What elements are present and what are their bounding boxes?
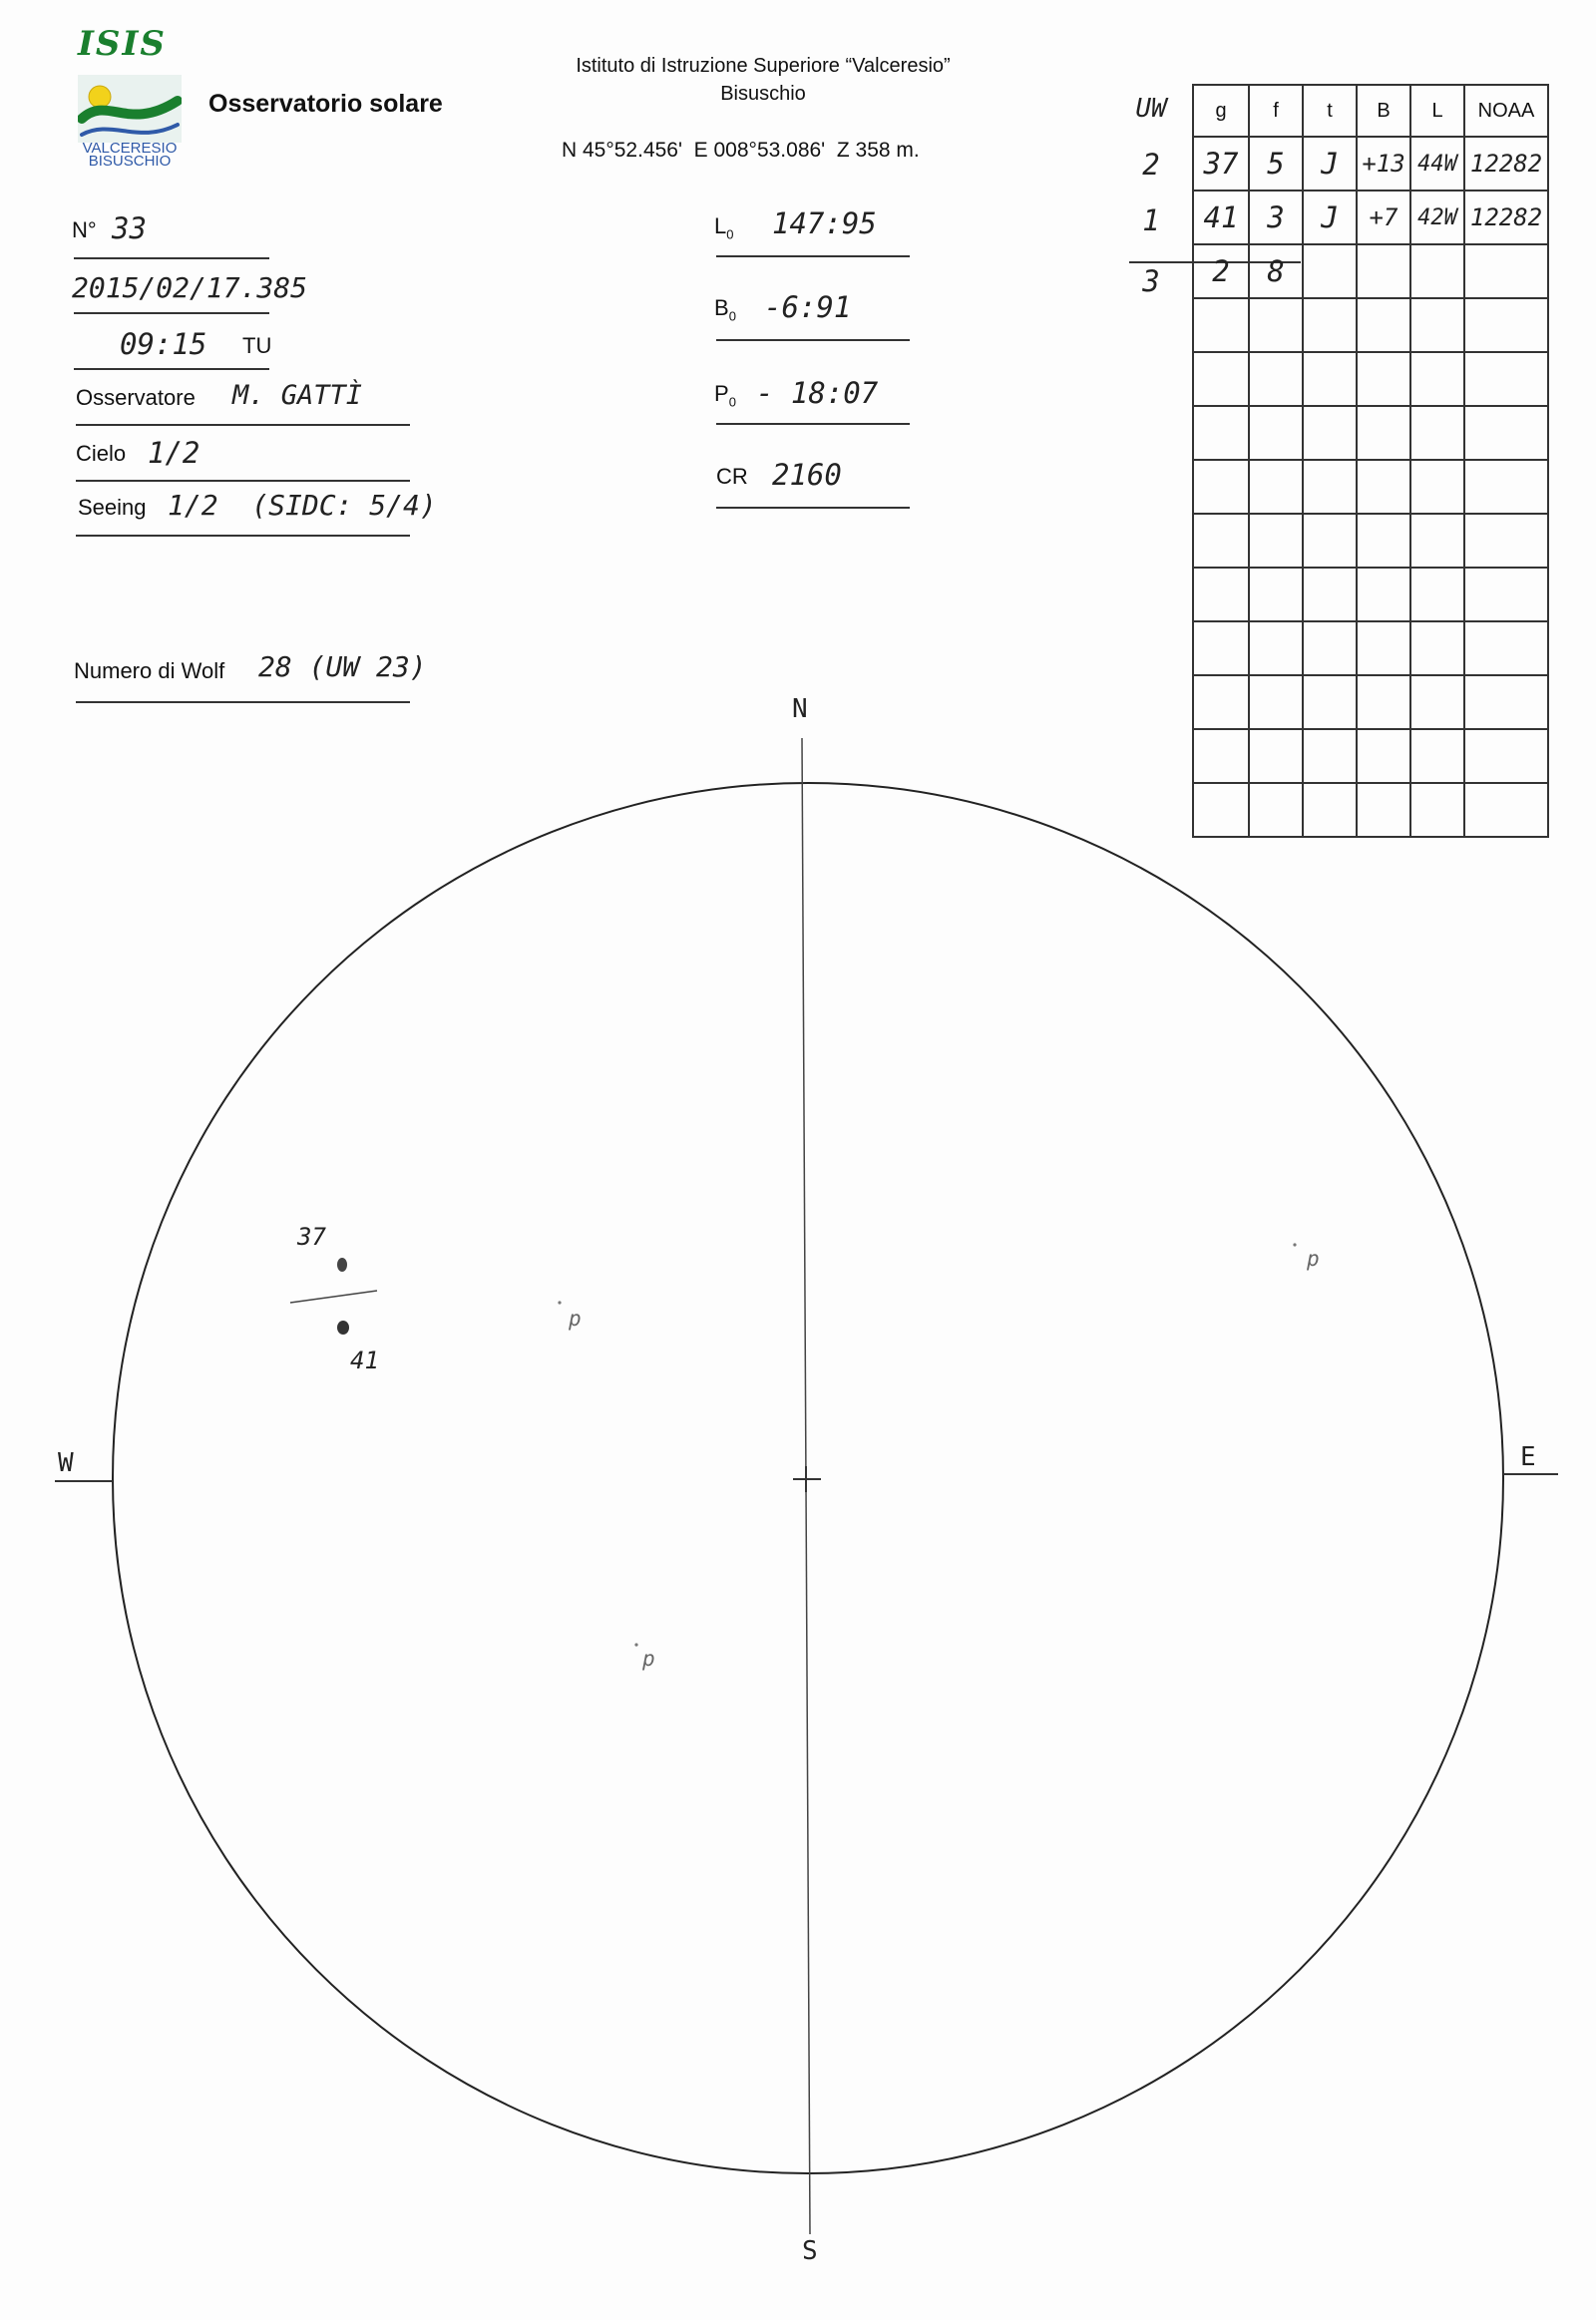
header-B: B <box>1357 85 1410 137</box>
P0-value: - 18:07 <box>756 376 879 410</box>
cell-t: J <box>1303 191 1357 244</box>
cell-L: 44W <box>1410 137 1464 191</box>
uw-value-row3: 3 <box>1142 264 1160 298</box>
pore-label: p <box>642 1647 655 1671</box>
CR-value: 2160 <box>772 458 842 492</box>
uw-value-row1: 2 <box>1142 148 1160 182</box>
pore-3 <box>634 1643 637 1646</box>
observatory-title: Osservatorio solare <box>208 90 443 118</box>
cell-t: J <box>1303 137 1357 191</box>
sunspot-group-41 <box>337 1321 349 1335</box>
site-coordinates: N 45°52.456' E 008°53.086' Z 358 m. <box>562 139 920 162</box>
L0-label-sub: 0 <box>726 226 734 242</box>
group-37-label: 37 <box>297 1223 326 1251</box>
uw-header: UW <box>1135 94 1167 124</box>
header-g: g <box>1193 85 1249 137</box>
east-label: E <box>1520 1442 1536 1472</box>
number-value: 33 <box>112 211 147 245</box>
sky-label: Cielo <box>76 441 127 466</box>
CR-label: CR <box>716 464 748 489</box>
cell-NOAA: 12282 <box>1464 191 1548 244</box>
L0-value: 147:95 <box>772 206 877 240</box>
time-unit: TU <box>242 333 272 358</box>
cell-f: 8 <box>1249 244 1303 298</box>
institute-name: Istituto di Istruzione Superiore “Valceresio” <box>576 55 951 77</box>
north-label: N <box>792 694 808 724</box>
cell-g: 41 <box>1193 191 1249 244</box>
logo-line1: VALCERESIO <box>82 140 178 157</box>
observer-label: Osservatore <box>76 385 196 410</box>
B0-value: -6:91 <box>764 290 852 324</box>
west-label: W <box>58 1448 74 1478</box>
cell-f: 3 <box>1249 191 1303 244</box>
B0-label-letter: B <box>714 295 729 320</box>
cell-B: +13 <box>1357 137 1410 191</box>
group-41-label: 41 <box>350 1347 379 1374</box>
logo-brand: ISIS <box>78 24 167 64</box>
institute-town: Bisuschio <box>720 83 806 105</box>
sky-value: 1/2 <box>148 436 200 470</box>
pore-2 <box>1293 1243 1296 1246</box>
time-value: 09:15 <box>120 327 207 361</box>
cell-NOAA: 12282 <box>1464 137 1548 191</box>
seeing-value: 1/2 (SIDC: 5/4) <box>168 489 437 522</box>
group-separator-line <box>290 1291 377 1303</box>
south-label: S <box>802 2236 818 2266</box>
uw-value-row2: 1 <box>1142 203 1160 237</box>
observer-value: M. GATTÌ <box>232 380 363 411</box>
B0-label-sub: 0 <box>728 308 736 324</box>
pore-label: p <box>569 1307 582 1331</box>
header-t: t <box>1303 85 1357 137</box>
header-f: f <box>1249 85 1303 137</box>
wolf-label: Numero di Wolf <box>74 658 225 683</box>
cell-g: 37 <box>1193 137 1249 191</box>
L0-label-letter: L <box>714 213 727 238</box>
sunspot-group-37 <box>337 1258 347 1272</box>
P0-label-letter: P <box>714 381 729 406</box>
wolf-value: 28 (UW 23) <box>258 650 427 683</box>
cell-g: 2 <box>1193 244 1249 298</box>
logo-line2: BISUSCHIO <box>88 153 172 170</box>
cell-L: 42W <box>1410 191 1464 244</box>
header-L: L <box>1410 85 1464 137</box>
pore-label: p <box>1307 1247 1320 1271</box>
pore-1 <box>558 1301 561 1304</box>
P0-label-sub: 0 <box>728 394 736 410</box>
date-value: 2015/02/17.385 <box>72 271 308 304</box>
header-NOAA: NOAA <box>1464 85 1548 137</box>
cell-f: 5 <box>1249 137 1303 191</box>
cell-B: +7 <box>1357 191 1410 244</box>
number-label: N° <box>72 217 97 242</box>
seeing-label: Seeing <box>78 495 147 520</box>
